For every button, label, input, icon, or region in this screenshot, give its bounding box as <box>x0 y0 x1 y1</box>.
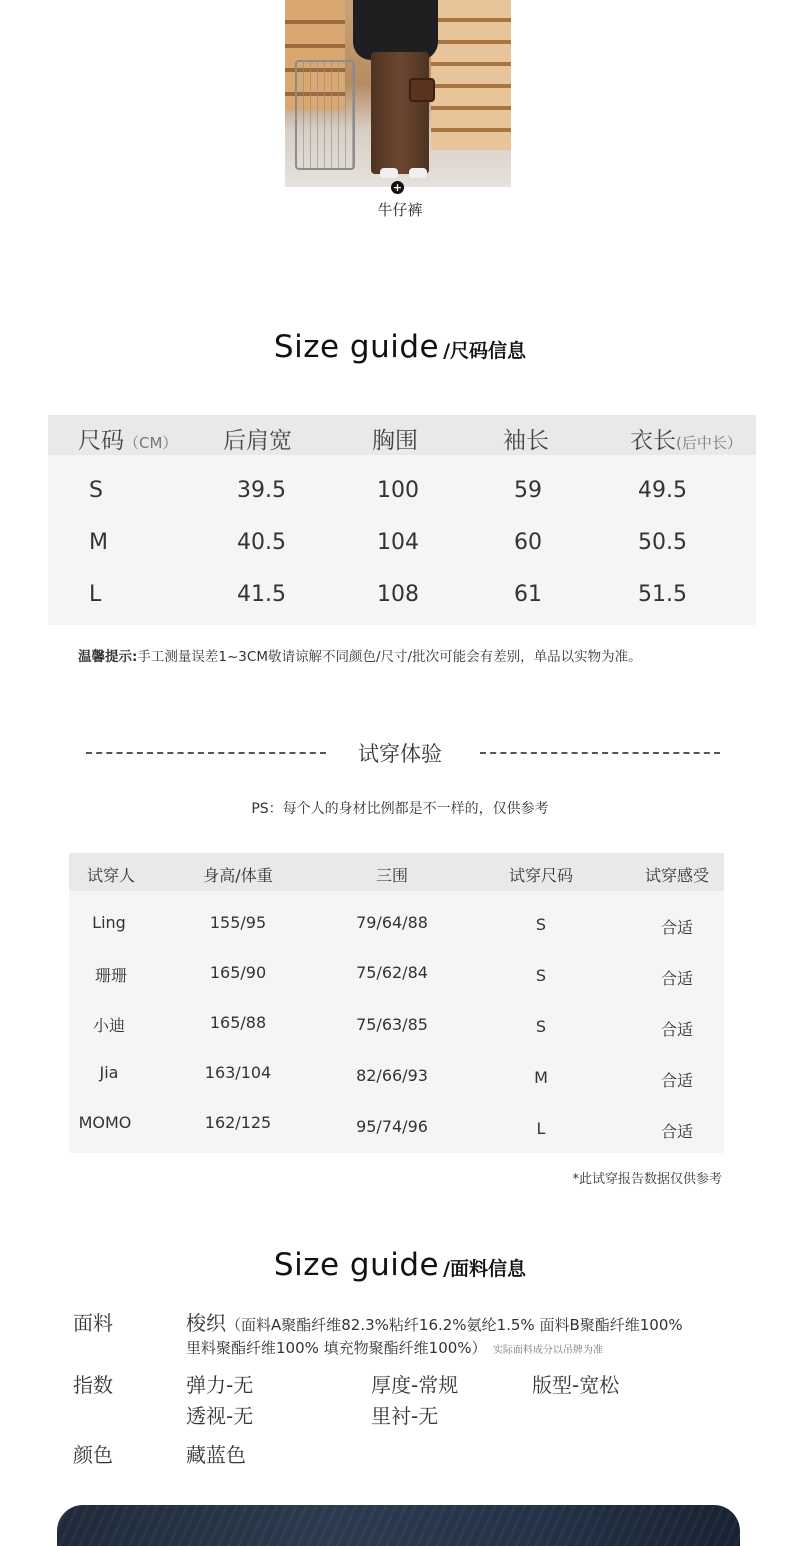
fabric-detail-photo <box>57 1505 740 1546</box>
measurements-cell: 75/63/85 <box>356 1015 428 1034</box>
product-photo <box>285 0 511 187</box>
header-fit-feeling: 试穿感受 <box>644 866 710 885</box>
photo-label: 牛仔裤 <box>377 201 423 219</box>
height-weight-cell: 165/88 <box>209 1013 267 1032</box>
chest-cell: 100 <box>377 478 419 503</box>
shopping-cart <box>295 60 355 170</box>
tryon-ps-note: PS：每个人的身材比例都是不一样的，仅供参考 <box>251 801 549 817</box>
model-shoe-left <box>380 168 398 178</box>
tried-size-cell: M <box>534 1068 548 1087</box>
size-guide-title-en: Size guide <box>273 329 440 365</box>
index-thickness: 厚度-常规 <box>371 1373 459 1397</box>
tester-cell: Ling <box>92 913 126 932</box>
material-label: 面料 <box>73 1311 113 1335</box>
material-info <box>186 1307 683 1336</box>
size-table-header <box>48 415 756 455</box>
model-jacket <box>353 0 438 60</box>
material-main: 梭织 <box>186 1311 226 1335</box>
tester-cell: MOMO <box>78 1113 132 1132</box>
tryon-table-header <box>69 853 724 891</box>
shoulder-cell: 41.5 <box>237 582 286 607</box>
tryon-title: 试穿体验 <box>358 742 442 766</box>
fabric-title-en: Size guide <box>273 1247 440 1283</box>
dash-divider-right <box>480 752 720 754</box>
tryon-footnote: *此试穿报告数据仅供参考 <box>572 1172 722 1187</box>
note-text: 手工测量误差1~3CM敬请谅解不同颜色/尺寸/批次可能会有差别，单品以实物为准。 <box>137 649 642 665</box>
index-elasticity: 弹力-无 <box>186 1373 254 1397</box>
tester-cell: 珊珊 <box>94 966 128 985</box>
model-shoe-right <box>409 168 427 178</box>
height-weight-cell: 165/90 <box>209 963 267 982</box>
tester-cell: Jia <box>99 1063 119 1082</box>
header-height-weight: 身高/体重 <box>203 866 273 885</box>
sleeve-cell: 59 <box>514 478 542 503</box>
fit-cell: 合适 <box>660 918 694 937</box>
sleeve-cell: 61 <box>514 582 542 607</box>
fit-cell: 合适 <box>660 1122 694 1141</box>
measurements-cell: 95/74/96 <box>356 1117 428 1136</box>
index-lining: 里衬-无 <box>371 1404 439 1428</box>
tried-size-cell: S <box>535 915 547 934</box>
index-transparency: 透视-无 <box>186 1404 254 1428</box>
height-weight-cell: 155/95 <box>209 913 267 932</box>
tried-size-cell: S <box>535 966 547 985</box>
note-label: 温馨提示: <box>78 649 138 665</box>
bakery-shelf-right <box>431 0 511 150</box>
material-tiny-note: 实际面料成分以吊牌为准 <box>492 1345 603 1356</box>
header-length: 衣长(后中长） <box>630 428 742 454</box>
fit-cell: 合适 <box>660 969 694 988</box>
size-table <box>48 415 756 625</box>
header-measurements: 三围 <box>375 866 409 885</box>
model-pants <box>371 52 429 174</box>
measurement-note <box>78 645 642 665</box>
plus-icon[interactable]: + <box>392 181 403 194</box>
shoulder-cell: 39.5 <box>237 478 286 503</box>
height-weight-cell: 163/104 <box>204 1063 272 1082</box>
fabric-title-zh: /面料信息 <box>443 1258 527 1280</box>
color-value: 藏蓝色 <box>186 1443 246 1467</box>
length-cell: 51.5 <box>638 582 687 607</box>
material-line1: （面料A聚酯纤维82.3%粘纤16.2%氨纶1.5% 面料B聚酯纤维100% <box>226 1316 683 1334</box>
header-tried-size: 试穿尺码 <box>508 866 574 885</box>
header-chest: 胸围 <box>372 428 418 454</box>
material-line2: 里料聚酯纤维100% 填充物聚酯纤维100%） <box>186 1339 487 1357</box>
fit-cell: 合适 <box>660 1071 694 1090</box>
tried-size-cell: L <box>536 1119 546 1138</box>
header-shoulder: 后肩宽 <box>223 428 292 454</box>
material-info-line2 <box>186 1334 603 1358</box>
chest-cell: 108 <box>377 582 419 607</box>
height-weight-cell: 162/125 <box>204 1113 272 1132</box>
header-sleeve: 袖长 <box>503 428 549 454</box>
chest-cell: 104 <box>377 530 419 555</box>
length-cell: 49.5 <box>638 478 687 503</box>
shoulder-cell: 40.5 <box>237 530 286 555</box>
color-label: 颜色 <box>73 1443 113 1467</box>
sleeve-cell: 60 <box>514 530 542 555</box>
tried-size-cell: S <box>535 1017 547 1036</box>
header-size: 尺码（CM） <box>78 428 178 454</box>
size-guide-heading <box>0 329 800 365</box>
header-tester: 试穿人 <box>86 866 136 885</box>
size-cell: L <box>89 582 102 607</box>
size-guide-title-zh: /尺码信息 <box>443 340 527 362</box>
index-fit: 版型-宽松 <box>532 1373 620 1397</box>
measurements-cell: 75/62/84 <box>356 963 428 982</box>
tester-cell: 小迪 <box>92 1016 126 1035</box>
measurements-cell: 82/66/93 <box>356 1066 428 1085</box>
size-cell: S <box>89 478 103 503</box>
length-cell: 50.5 <box>638 530 687 555</box>
size-cell: M <box>89 530 108 555</box>
index-label: 指数 <box>73 1373 113 1397</box>
fit-cell: 合适 <box>660 1020 694 1039</box>
tryon-table <box>69 853 724 1153</box>
fabric-heading <box>0 1247 800 1283</box>
model-bag <box>409 78 435 102</box>
measurements-cell: 79/64/88 <box>356 913 428 932</box>
